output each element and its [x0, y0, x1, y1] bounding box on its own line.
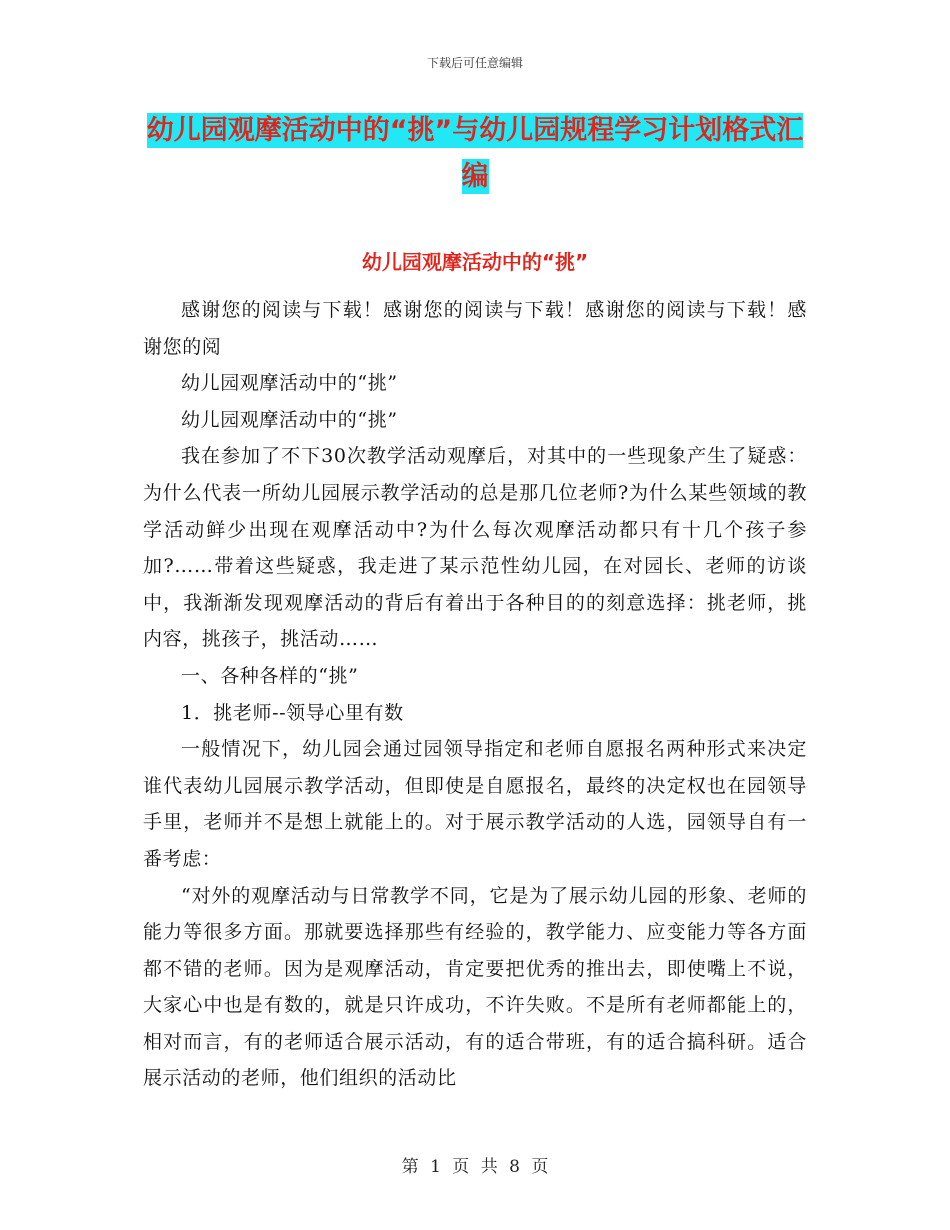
page-footer: 第 1 页 共 8 页	[401, 1157, 549, 1177]
document-title	[140, 108, 810, 200]
header-note: 下载后可任意编辑	[426, 56, 523, 70]
paragraph: 幼儿园观摩活动中的“挑”	[181, 372, 398, 395]
document-title-text: 幼儿园观摩活动中的“挑”与幼儿园规程学习计划格式汇编	[146, 115, 804, 192]
section-title: 幼儿园观摩活动中的“挑”	[361, 250, 589, 274]
paragraph: 一、各种各样的“挑”	[181, 664, 359, 687]
paragraph: 1．挑老师--领导心里有数	[181, 701, 404, 724]
paragraph: “对外的观摩活动与日常教学不同，它是为了展示幼儿园的形象、老师的能力等很多方面。那就要选择那些有经验的，教学能力、应变能力等各方面都不错的老师。因为是观摩活动，肯定要把优秀的推出去，即使嘴上不说，大家心中也是有数的，就是只许成功，不许失败。不是所有老师都能上的，相对而言，有的老师适合展示活动，有的适合带班，有的适合搞科研。适合展示活动的老师，他们组织的活动比	[143, 884, 807, 1090]
paragraph: 感谢您的阅读与下载！感谢您的阅读与下载！感谢您的阅读与下载！感谢您的阅	[143, 299, 807, 358]
paragraph: 一般情况下，幼儿园会通过园领导指定和老师自愿报名两种形式来决定谁代表幼儿园展示教学活动，但即使是自愿报名，最终的决定权也在园领导手里，老师并不是想上就能上的。对于展示教学活动的人选，园领导自有一番考虑：	[143, 738, 807, 870]
paragraph: 我在参加了不下30次教学活动观摩后，对其中的一些现象产生了疑惑：为什么代表一所幼儿园展示教学活动的总是那几位老师?为什么某些领域的教学活动鲜少出现在观摩活动中?为什么每次观摩活动都只有十几个孩子参加?……带着这些疑惑，我走进了某示范性幼儿园，在对园长、老师的访谈中，我渐渐发现观摩活动的背后有着出于各种目的的刻意选择：挑老师，挑内容，挑孩子，挑活动……	[143, 445, 807, 651]
paragraph: 幼儿园观摩活动中的“挑”	[181, 408, 398, 431]
document-body	[143, 292, 807, 1097]
